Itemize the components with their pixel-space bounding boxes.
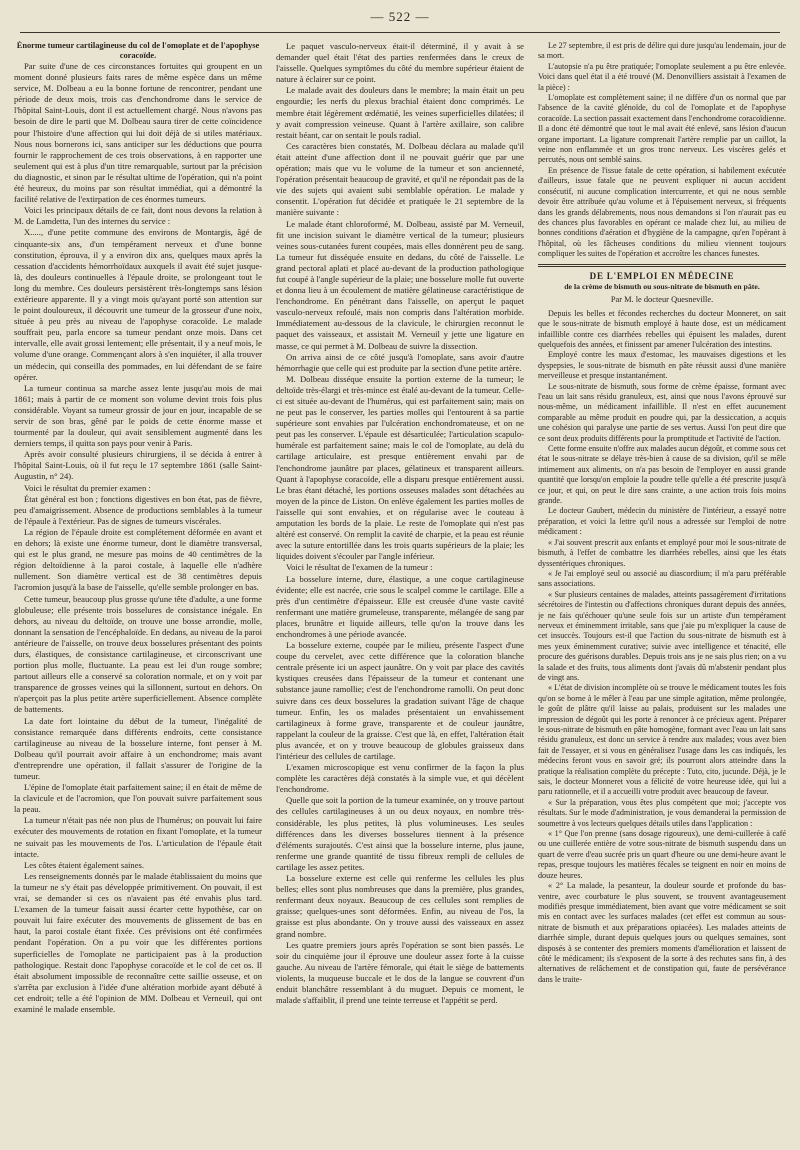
- paragraph: Le sous-nitrate de bismuth, sous forme de crème épaisse, formant avec l'eau un lait sans résidu granuleux, est, ainsi que nous l'avons éprouvé sur nous-même, un médicament infaillible. Il n'est en effet aucunement comparable au même produit en poudre qui, par la dessiccation, a acquis une cohésion qui paralyse une partie de ses vertus. Aussi l'on peut dire que ce sont deux produits différents pour la promptitude et l'activité de l'action.: [538, 381, 786, 443]
- paragraph: La tumeur n'était pas née non plus de l'humérus; on pouvait lui faire exécuter des mouvements de rotation en fixant l'omoplate, et la tumeur ne suivait pas les mouvements de l'os. L'articulation de l'épaule était intacte.: [14, 815, 262, 859]
- paragraph: La bosselure externe, coupée par le milieu, présente l'aspect d'une coupe du cervelet, avec cette différence que la coloration blanche centrale présente ici un aspect jaunâtre. On y voit par place des cavités kystiques creusées dans l'épaisseur de la tumeur et contenant une substance jaune ramollie; c'est de l'enchondrome ramolli. On peut donc suivre dans ces deux bosselures la gradation suivant l'âge de chaque tumeur. Enfin, les os malades présentaient un envahissement cartilagineux à forme grave, transparente et de couleur jaunâtre, rappelant la couleur de la graisse. C'est que là, en effet, l'altération était plus avancée, et on y trouve beaucoup de globules graisseux dans l'intérieur des cellules de cartilage.: [276, 640, 524, 761]
- paragraph: Par suite d'une de ces circonstances fortuites qui groupent en un moment donné plusieurs faits rares de même espèce dans un même service, M. Dolbeau a eu la bonne fortune de rencontrer, pendant une période de deux mois, trois cas d'enchondrome dans le service de l'hôpital Saint-Louis, dont il est actuellement chargé. Nous n'avons pas besoin de dire le parti que M. Dolbeau saura tirer de cette coïncidence pour l'histoire d'une affection qui lui doit déjà de si utiles matériaux. Nous nous bornerons ici, sans anticiper sur les déductions que pourra fournir le rapprochement de ces trois observations, à en rapporter une seulement qui est à plus d'un titre remarquable, surtout par la précision du diagnostic, et sinon par le résultat ultime de l'opération, qui n'a point été heureux, du moins par son résultat immédiat, qui a démontré la facilité relative de l'extirpation de ces énormes tumeurs.: [14, 61, 262, 205]
- paragraph: Les côtes étaient également saines.: [24, 859, 145, 870]
- section-rule-top: [538, 264, 786, 265]
- column-3-body-top: [538, 41, 786, 260]
- paragraph: Voici les principaux détails de ce fait, dont nous devons la relation à M. de Lamdetta, l'un des internes du service :: [14, 205, 262, 227]
- paragraph: X....., d'une petite commune des environs de Montargis, âgé de cinquante-six ans, d'un tempérament nerveux et d'une bonne constitution, éprouva, il y a environ dix ans, quelques maux après la cessation d'accidents hémorrhoïdaux auxquels il avait été sujet jusque-là, des douleurs continuelles à l'épaule droite, se prolongeant tout le long du membre. Ces douleurs persistèrent très-longtemps sans lésion extérieure apparente. Il y a vingt mois qu'ayant porté son attention sur le point douloureux, il découvrit une tumeur de la grosseur d'une noix, située à peu près au niveau de l'apophyse coracoïde. Le malade souffrait peu, parla encore sa tumeur pendant onze mois. Dans cet intervalle, elle avait grossi lentement; elle présentait, il y a neuf mois, le volume d'une orange. Commençant alors à s'en inquiéter, il alla trouver un médecin, qui conseilla des pommades, en lui défendant de se faire opérer.: [14, 227, 262, 382]
- paragraph: Les renseignements donnés par le malade établissaient du moins que la tumeur ne s'y était pas développée primitivement. On pouvait, il est vrai, se demander si ces os n'avaient pas été envahis plus tard. L'examen de la tumeur faisait aussi écarter cette hypothèse, car on pouvait lui faire exécuter des mouvements de glissement de bas en haut, la paroi costale étant fixée. Ces prévisions ont été confirmées pendant l'opération. On a pu voir que les différentes portions superficielles de l'omoplate ne participaient pas à la production pathologique. Restait donc l'apophyse coracoïde et le col de cet os. Il était absolument impossible de reconnaître cette saillie osseuse, et on s'arrêta par exclusion à l'idée d'une altération morbide ayant débuté à cet endroit; telle a été l'opinion de MM. Dolbeau et Verneuil, qui ont examiné le malade ensemble.: [14, 870, 262, 1014]
- paragraph: L'examen microscopique est venu confirmer de la façon la plus complète les caractères déjà constatés à la simple vue, et qui décèlent l'enchondrome.: [276, 762, 524, 795]
- paragraph: « L'état de division incomplète où se trouve le médicament toutes les fois qu'on se borne à le mêler à l'eau par une simple agitation, même prolongée, le goût de plâtre qu'il laisse au palais, produisent sur les malades une impression de dégoût qui les porte à renoncer à ce précieux agent. Préparer le sous-nitrate de bismuth en pâte homogène, formant avec l'eau un lait sans résidu granuleux, est donc un service à rendre aux malades; vous avez bien fait de l'essayer, et si vous en généralisez l'usage dans les cas indiqués, les médecins feront vous en savoir gré; ils pourront alors atteindre dans la pratique la réalisation complète du précepte : Tuto, cito, jucunde. Déjà, je le sais, le docteur Monneret vous a félicité de votre heureuse idée, qui lui a paru rationnelle, et il a accueilli votre produit avec beaucoup de faveur.: [538, 683, 786, 797]
- article-title: Énorme tumeur cartilagineuse du col de l'omoplate et de l'apophyse coracoïde.: [16, 41, 260, 60]
- paragraph: M. Dolbeau disséque ensuite la portion externe de la tumeur; le deltoïde très-élargi et très-mince est étalé au-devant de la tumeur. Celle-ci est située au-devant de l'humérus, qui est parfaitement sain; mais on ne peut pas le conserver, les parties molles qui l'entourent à sa partie supérieure sont envahies par l'ulcération enchondromateuse, et on ne peut pas les conserver. L'épaule est désarticulée; l'articulation scapulo-humérale est parfaitement saine; mais le col de l'omoplate, au delà du cartilage articulaire, est presque entièrement envahi par de l'enchondrome jaunâtre par places, gélatineux et transparent ailleurs. Quant à l'apophyse coracoïde, elle a disparu presque entièrement aussi. Le bras étant détaché, les portions osseuses malades sont détachées au moyen de la pince de Liston. On enlève également les parties molles de l'aisselle qui sont envahies, et on régularise avec le couteau à amputation les bords de la plaie. Le reste de l'omoplate qui n'est pas altéré est conservé. On remplit la cavité de charpie, et la peau est réunie avec la suture entortillée dans les trois quarts supérieurs de la plaie; les liquides doivent s'écouler par l'angle inférieur.: [276, 373, 524, 562]
- paragraph: Cette tumeur, beaucoup plus grosse qu'une tête d'adulte, a une forme globuleuse; elle présente trois bosselures de consistance inégale. En dehors, au niveau du deltoïde, on trouve une bosse arrondie, molle, donnant la sensation de l'encéphaloïde. En dedans, au niveau de la paroi antérieure de l'aisselle, on trouve deux bosselures présentant des points durs, élastiques, de consistance cartilagineuse, et circonscrivant une portion plus molle, fluctuante. La peau est lei d'un rouge sombre; partout ailleurs elle a conservé sa coloration normale, et on y voit par transparence de grosses veines qui la sillonnent, surtout en dehors. On n'aperçoit pas la plus petite artère superficiellement. Absence complète de battements.: [14, 593, 262, 715]
- paragraph: Le malade avait des douleurs dans le membre; la main était un peu engourdie; les nerfs du plexus brachial étaient donc comprimés. Le membre était légèrement œdématié, les veines superficielles dilatées; il y avait compression veineuse. Quant à l'artère axillaire, son calibre restait béant, car on sentait le pouls radial.: [276, 85, 524, 140]
- paragraph: Voici le résultat de l'examen de la tumeur :: [286, 562, 433, 573]
- section-subheading: de la crème de bismuth ou sous-nitrate de bismuth en pâte.: [564, 281, 760, 291]
- paragraph: Ces caractères bien constatés, M. Dolbeau déclara au malade qu'il était atteint d'une affection dont il ne pouvait guérir que par une opération; mais que vu le volume de la tumeur et son ancienneté, l'opération présentait beaucoup de gravité, et qu'il ne répondait pas de la vie des sujets qui avaient subi semblable opération. Le malade y consentit. L'opération fut décidée et pratiquée le 21 septembre de la manière suivante :: [276, 140, 524, 218]
- paragraph: La tumeur continua sa marche assez lente jusqu'au mois de mai 1861; mais à partir de ce moment son volume devint trois fois plus considérable. Voyant sa tumeur grossir de jour en jour, incapable de se servir de son bras, gêné par le poids de cette énorme masse et tourmenté par la douleur, qui avait sensiblement augmenté dans les derniers temps, il quitta son pays pour venir à Paris.: [14, 382, 262, 449]
- paragraph: Cette forme ensuite n'offre aux malades aucun dégoût, et comme sous cet état le sous-nitrate se délaye très-bien à cause de sa division, qu'il se mêle intimement aux aliments, on n'a pas besoin de l'employer en aussi grande quantité que lorsqu'on emploie la poudre telle qu'elle a été prescrite jusqu'à ce jour, et qui, on peut le dire sans crainte, a une action trois fois moins grande.: [538, 444, 786, 506]
- paragraph: « 1° Que l'on prenne (sans dosage rigoureux), une demi-cuillerée à café ou une cuillerée entière de votre sous-nitrate de bismuth suspendu dans un quart de verre d'eau sucrée pris un quart d'heure ou une demi-heure avant le repas, presque toujours les matières fécales se teignent en noir en moins de douze heures.: [538, 829, 786, 880]
- paragraph: Quelle que soit la portion de la tumeur examinée, on y trouve partout des cellules cartilagineuses à un ou deux noyaux, en nombre très-considérable, les plus petites, là plus volumineuses. Les seules différences dans les diverses bosselures tiennent à la présence d'éléments surajoutés. C'est ainsi que la bosselure interne, plus jaune, renferme une grande quantité de tissu fibreux rempli de cellules de cartilage les assez petites.: [276, 795, 524, 872]
- paragraph: « Je l'ai employé seul ou associé au diascordium; il m'a paru préférable sans associations.: [538, 568, 786, 589]
- paragraph: Employé contre les maux d'estomac, les mauvaises digestions et les dyspepsies, le sous-nitrate de bismuth en pâte réussit aussi d'une manière merveilleuse et presque instantanément.: [538, 350, 786, 381]
- paragraph: En présence de l'issue fatale de cette opération, si habilement exécutée d'ailleurs, issue fatale que ne peuvent expliquer ni aucun accident consécutif, ni aucune complication intercurrente, et qui ne nous semble devoir être attribuée qu'au volume et à l'épuisement nerveux, si fréquents dans les grands délabrements, nous nous demandons si l'on n'aurait pas eu des chances plus favorables en opérant ce malade chez lui, au milieu de bonnes conditions d'aération et d'hygiène de la campagne, qu'en l'opérant à l'hôpital, où les fâcheuses conditions du milieu viennent toujours compliquer les suites de l'opération et accroître les chances funestes.: [538, 165, 786, 259]
- paragraph: « 2° La malade, la pesanteur, la douleur sourde et profonde du bas-ventre, avec courbature le plus souvent, se trouvent avantageusement modifiés presque immédiatement, bien avant que votre médicament se soit mis en contact avec les surfaces malades (cet effet est commun au sous-nitrate de bismuth et aux préparations opiacées). Les malades atteints de diarrhée simple, durant depuis quelques jours ou quelques semaines, sont disposés à se contenter des premiers moments d'amélioration et laissent de côté le médicament; ils s'exposent de la sorte à des rechutes sans fin, à des alternatives de relâchement et de constipation qui, faute de persévérance dans le traite-: [538, 881, 786, 984]
- paragraph: La bosselure externe est celle qui renferme les cellules les plus belles; elles sont plus nombreuses que dans la première, plus grandes, renfermant deux noyaux. Beaucoup de ces cellules sont remplies de graisse; quelques-unes sont déformées. Enfin, au niveau de l'os, la graisse est plus abondante. On y trouve aussi des vaisseaux en assez grand nombre.: [276, 873, 524, 939]
- paragraph: L'épine de l'omoplate était parfaitement saine; il en était de même de la clavicule et de l'acromion, que l'on pouvait suivre parfaitement sous la peau.: [14, 782, 262, 815]
- paragraph: Le malade étant chloroformé, M. Dolbeau, assisté par M. Verneuil, fit une incision suivant le diamètre vertical de la tumeur; plusieurs veines sous-cutanées furent coupées, mais elles donnèrent peu de sang. La tumeur fut disséquée ensuite en dedans, du côté de l'aisselle. Le grand pectoral aplati et placé au-devant de la production pathologique fut coupé à l'angle supérieur de la plaie; une bosselure molle fut ouverte et donna lieu à un écoulement de matière gélatineuse caractéristique de l'enchondrome. En pénétrant dans l'aisselle, on aperçut le paquet vasculo-nerveux refoulé, mais non compris dans l'altération morbide. Immédiatement au-dessous de la clavicule, le chirurgien reconnut le paquet des vaisseaux, et assistait M. Verneuil y jette une ligature en masse, ce qui permet à M. Dolbeau de suivre la dissection.: [276, 218, 524, 351]
- column-2-body: [276, 41, 524, 1006]
- byline: Par M. le docteur Quesneville.: [610, 295, 714, 305]
- paragraph: « J'ai souvent prescrit aux enfants et employé pour moi le sous-nitrate de bismuth, à l'effet de combattre les diarrhées rebelles, ainsi que les états dyssentériques chroniques.: [538, 537, 786, 568]
- column-1-body: [14, 61, 262, 1015]
- paragraph: L'autopsie n'a pu être pratiquée; l'omoplate seulement a pu être enlevée. Voici dans quel état il a été trouvé (M. Denonvilliers assistait à l'examen de la pièce) :: [538, 61, 786, 92]
- page-number: — 522 —: [370, 9, 430, 24]
- paragraph: Les quatre premiers jours après l'opération se sont bien passés. Le soir du cinquième jour il éprouve une douleur assez forte à la cuisse gauche. Au niveau de l'artère fémorale, qui était le siège de battements violents, la muqueuse buccale et le dos de la langue se couvrent d'un enduit blanchâtre ressemblant à du muguet. Depuis ce moment, le malade s'affaiblit, il prend une teinte terreuse et l'appétit se perd.: [276, 939, 524, 1006]
- paragraph: La date fort lointaine du début de la tumeur, l'inégalité de consistance remarquée dans différents endroits, cette consistance cartilagineuse au niveau de la bosselure interne, font penser à M. Dolbeau qu'il pourrait avoir affaire à un enchondrome; mais avant d'entreprendre une opération, il fallait s'assurer de l'origine de la tumeur.: [14, 715, 262, 781]
- text-columns: [14, 41, 786, 1136]
- header-rule: [20, 32, 780, 33]
- column-1: [14, 41, 262, 1136]
- paragraph: Voici le résultat du premier examen :: [24, 482, 151, 493]
- paragraph: Depuis les belles et fécondes recherches du docteur Monneret, on sait que le sous-nitrate de bismuth employé à haute dose, est un médicament infaillible contre ces diarrhées rebelles qui épuisent les malades, durent quelquefois des années, et finissent par amener l'ulcération des intestins.: [538, 308, 786, 349]
- paragraph: « Sur plusieurs centaines de malades, atteints passagèrement d'irritations sécrétoires de l'intestin ou d'affections chroniques durant depuis des années, je ne fais qu'échouer qu'une seule fois sur un artiste d'un tempérament nerveux et éminemment irritable, sans que j'aie pu m'expliquer la cause de cet insuccès. Toujours est-il que l'action du sous-nitrate de bismuth est à mes yeux éminemment curative; suivie avec intelligence et ténacité, elle procure des guérisons durables. Depuis trois ans je ne sais plus rien; on a vu la salade et des fruits, tous aliments dont j'avais dû m'abstenir pendant plus de vingt ans.: [538, 589, 786, 682]
- column-3-body-bottom: [538, 309, 786, 985]
- paragraph: Le docteur Gaubert, médecin du ministère de l'intérieur, a essayé notre préparation, et voici la lettre qu'il nous a adressée sur l'emploi de notre médicament :: [538, 506, 786, 537]
- paragraph: État général est bon ; fonctions digestives en bon état, pas de fièvre, peu d'amaigrissement. Absence de productions semblables à la tumeur de l'épaule à l'extérieur. Pas de signes de tumeurs viscérales.: [14, 493, 262, 526]
- paragraph: Après avoir consulté plusieurs chirurgiens, il se décida à entrer à l'hôpital Saint-Louis, où il fut reçu le 17 septembre 1861 (salle Saint-Augustin, n° 24).: [14, 449, 262, 482]
- section-heading: DE L'EMPLOI EN MÉDECINE: [589, 270, 735, 281]
- paragraph: « Sur la préparation, vous êtes plus compétent que moi; j'accepte vos résultats. Sur le mode d'administration, je vous demanderai la permission de soumettre à vos lecteurs quelques détails utiles dans l'application :: [538, 797, 786, 828]
- section-rule-bottom: [538, 266, 786, 267]
- paragraph: La région de l'épaule droite est complétement déformée en avant et en dehors; là existe une énorme tumeur, dont le diamètre transversal, qui est le plus grand, ne mesure pas moins de 40 centimètres de la région deltoïdienne à la paroi costale, à laquelle elle n'adhère nullement. Son diamètre vertical est de 38 centimètres depuis l'acromion jusqu'à la base de l'aisselle, qu'elle semble prolonger en bas.: [14, 526, 262, 593]
- paragraph: L'omoplate est complètement saine; il ne diffère d'un os normal que par l'absence de la cavité glénoïde, du col de l'omoplate et de l'apophyse coracoïde. La section passait exactement dans l'enchondrome coracoïdienne. Il a donc été démontré que tout le mal avait été enlevé, sans lésion d'aucun organe important. La ligature comprenait l'artère remplie par un caillot, la veine non enflammée et un gros tronc nerveux. Les viscères gelés et percutés, nous ont semblé sains.: [538, 93, 786, 165]
- paragraph: Le 27 septembre, il est pris de délire qui dure jusqu'au lendemain, jour de sa mort.: [538, 41, 786, 61]
- paragraph: On arriva ainsi de ce côté jusqu'à l'omoplate, sans avoir d'autre hémorrhagie que celle qui est produite par la section d'une petite artère.: [276, 351, 524, 373]
- column-2: [276, 41, 524, 1136]
- paragraph: Le paquet vasculo-nerveux était-il déterminé, il y avait à se demander quel était l'état des parties renfermées dans le creux de l'aisselle. Quelques symptômes du côté du membre supérieur étaient de nature à éclairer sur ce point.: [276, 41, 524, 85]
- paragraph: La bosselure interne, dure, élastique, a une coque cartilagineuse évidente; elle est nacrée, crie sous le scalpel comme le cartilage. Elle a près d'un centimètre d'épaisseur. Elle est creusée d'une vaste cavité renfermant une matière grumeleuse, transparente, mélangée de sang par places, brunâtre et liquide ailleurs, telle qu'on la trouve dans les enchondromes à une période avancée.: [276, 573, 524, 639]
- column-3: [538, 41, 786, 1136]
